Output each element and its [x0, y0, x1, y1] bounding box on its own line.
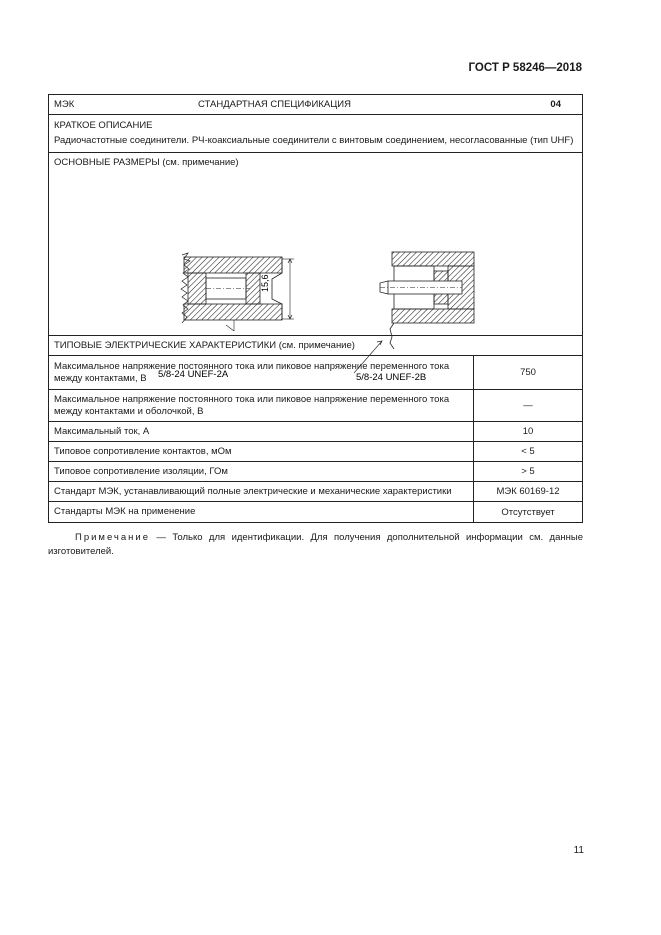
param-row: [49, 502, 582, 522]
specification-table: [48, 94, 583, 523]
param-value: Отсутствует: [501, 506, 555, 518]
param-value: 750: [520, 367, 536, 378]
dims-heading: ОСНОВНЫЕ РАЗМЕРЫ (см. примечание): [54, 157, 239, 168]
thread-label-b: 5/8-24 UNEF-2B: [356, 372, 427, 383]
brief-text: Радиочастотные соединители. РЧ-коаксиальные соединители с винтовым соединением, несогласованные (тип UHF): [54, 135, 574, 146]
thread-label-a: 5/8-24 UNEF-2A: [158, 369, 229, 380]
param-name: Типовое сопротивление изоляции, ГОм: [49, 462, 474, 481]
param-name: Максимальный ток, А: [49, 422, 474, 441]
spec-number: 04: [550, 99, 561, 110]
brief-heading: КРАТКОЕ ОПИСАНИЕ: [54, 120, 153, 131]
param-name: Типовое сопротивление контактов, мОм: [49, 442, 474, 461]
param-row: [49, 462, 582, 482]
param-value: < 5: [521, 446, 535, 457]
note-label: Примечание: [75, 532, 150, 543]
param-row: [49, 442, 582, 462]
param-row: [49, 482, 582, 502]
page-number: 11: [573, 845, 584, 856]
standard-designation: ГОСТ Р 58246—2018: [468, 62, 582, 74]
param-name: Стандарт МЭК, устанавливающий полные электрические и механические характеристики: [49, 482, 474, 501]
typical-characteristics-heading: ТИПОВЫЕ ЭЛЕКТРИЧЕСКИЕ ХАРАКТЕРИСТИКИ (см. примечание): [49, 336, 582, 356]
param-value: МЭК 60169-12: [496, 486, 560, 497]
note-text: — Только для идентификации. Для получения дополнительной информации см. данные изготовителей.: [48, 532, 583, 557]
param-row: [49, 390, 582, 422]
param-name: Максимальное напряжение постоянного тока или пиковое напряжение переменного тока между контактами, В: [49, 356, 474, 389]
plug-drawing: [181, 253, 294, 340]
spec-title-row: [49, 95, 582, 115]
param-name: Максимальное напряжение постоянного тока или пиковое напряжение переменного тока между контактами и оболочкой, В: [49, 390, 474, 421]
brief-description-section: [49, 115, 582, 153]
param-value: 10: [522, 426, 534, 437]
param-row: [49, 356, 582, 390]
spec-title: СТАНДАРТНАЯ СПЕЦИФИКАЦИЯ: [198, 99, 351, 110]
dimension-value: 15,6: [260, 274, 270, 292]
note: [48, 531, 583, 559]
param-name: Стандарты МЭК на применение: [49, 502, 474, 522]
param-row: [49, 422, 582, 442]
param-value: > 5: [521, 466, 535, 477]
org-label: МЭК: [54, 99, 75, 110]
param-value: —: [523, 400, 533, 411]
